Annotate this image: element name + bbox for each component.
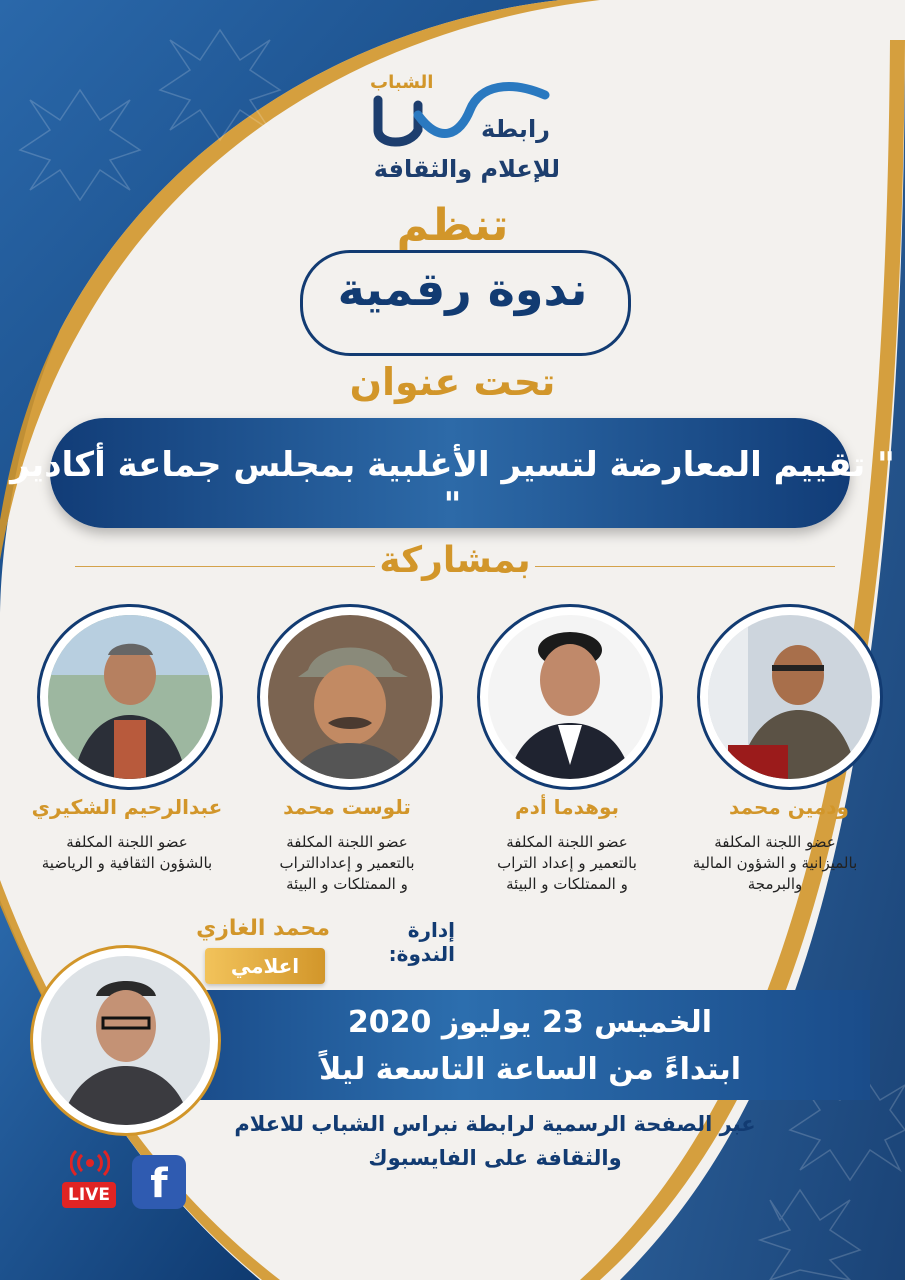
broadcast-line-1: عبر الصفحة الرسمية لرابطة نبراس الشباب للاعلام [234, 1112, 756, 1136]
schedule-date: الخميس 23 يوليوز 2020 [347, 1005, 713, 1040]
speaker-role-2-line-3: و الممتلكات و البيئة [506, 875, 628, 893]
moderation-label: إدارة الندوة: [388, 918, 455, 966]
divider-left [75, 566, 375, 567]
speaker-3-avatar [268, 615, 432, 779]
broadcast-line-2: والثقافة على الفايسبوك [368, 1146, 622, 1170]
speaker-role-1-line-1: عضو اللجنة المكلفة [714, 833, 836, 851]
speaker-name-2: بوهدما أدم [514, 795, 620, 819]
moderator-avatar [41, 956, 210, 1125]
speaker-photo-2 [477, 604, 663, 790]
speaker-role-2-line-2: بالتعمير و إعداد التراب [497, 854, 637, 872]
speaker-role-2 [462, 832, 672, 895]
speaker-role-2-line-1: عضو اللجنة المكلفة [506, 833, 628, 851]
speaker-role-4-line-1: عضو اللجنة المكلفة [66, 833, 188, 851]
speaker-4-avatar [48, 615, 212, 779]
schedule-time: ابتداءً من الساعة التاسعة ليلاً [318, 1052, 742, 1087]
under-title-label: تحت عنوان [349, 360, 556, 404]
speaker-role-1-line-3: والبرمجة [747, 875, 803, 893]
speaker-1-avatar [708, 615, 872, 779]
logo-org-line1: رابطة [481, 115, 550, 143]
live-broadcast-icon [70, 1148, 110, 1178]
speaker-role-4 [22, 832, 232, 874]
speaker-name-1: ودمين محمد [729, 795, 849, 819]
logo-org-line2: للإعلام والثقافة [373, 155, 560, 183]
speaker-name-3: تلوست محمد [283, 795, 411, 819]
seminar-title: " تقييم المعارضة لتسير الأغلبية بمجلس جماعة أكادير " [10, 445, 895, 525]
organizes-label: تنظم [396, 200, 509, 251]
moderator-name: محمد الغازي [196, 916, 330, 941]
speaker-photo-4 [37, 604, 223, 790]
speaker-role-1-line-2: بالميزانية و الشؤون المالية [692, 854, 858, 872]
speaker-role-3-line-3: و الممتلكات و البيئة [286, 875, 408, 893]
live-badge-label: LIVE [68, 1185, 110, 1205]
speaker-name-4: عبدالرحيم الشكيري [31, 795, 223, 819]
speaker-role-1 [670, 832, 880, 895]
participation-label: بمشاركة [379, 540, 531, 581]
facebook-icon-glyph: f [150, 1161, 168, 1207]
speaker-role-4-line-2: بالشؤون الثقافية و الرياضية [41, 854, 213, 872]
speaker-role-3 [242, 832, 452, 895]
speaker-2-avatar [488, 615, 652, 779]
speaker-photo-3 [257, 604, 443, 790]
logo-brand-top: الشباب [370, 72, 434, 93]
speaker-role-3-line-1: عضو اللجنة المكلفة [286, 833, 408, 851]
speaker-photo-1 [697, 604, 883, 790]
divider-right [535, 566, 835, 567]
moderator-photo [30, 945, 221, 1136]
event-type-title: ندوة رقمية [337, 262, 588, 316]
moderator-title-text: اعلامي [230, 954, 300, 978]
speaker-role-3-line-2: بالتعمير و إعدادالتراب [279, 854, 415, 872]
